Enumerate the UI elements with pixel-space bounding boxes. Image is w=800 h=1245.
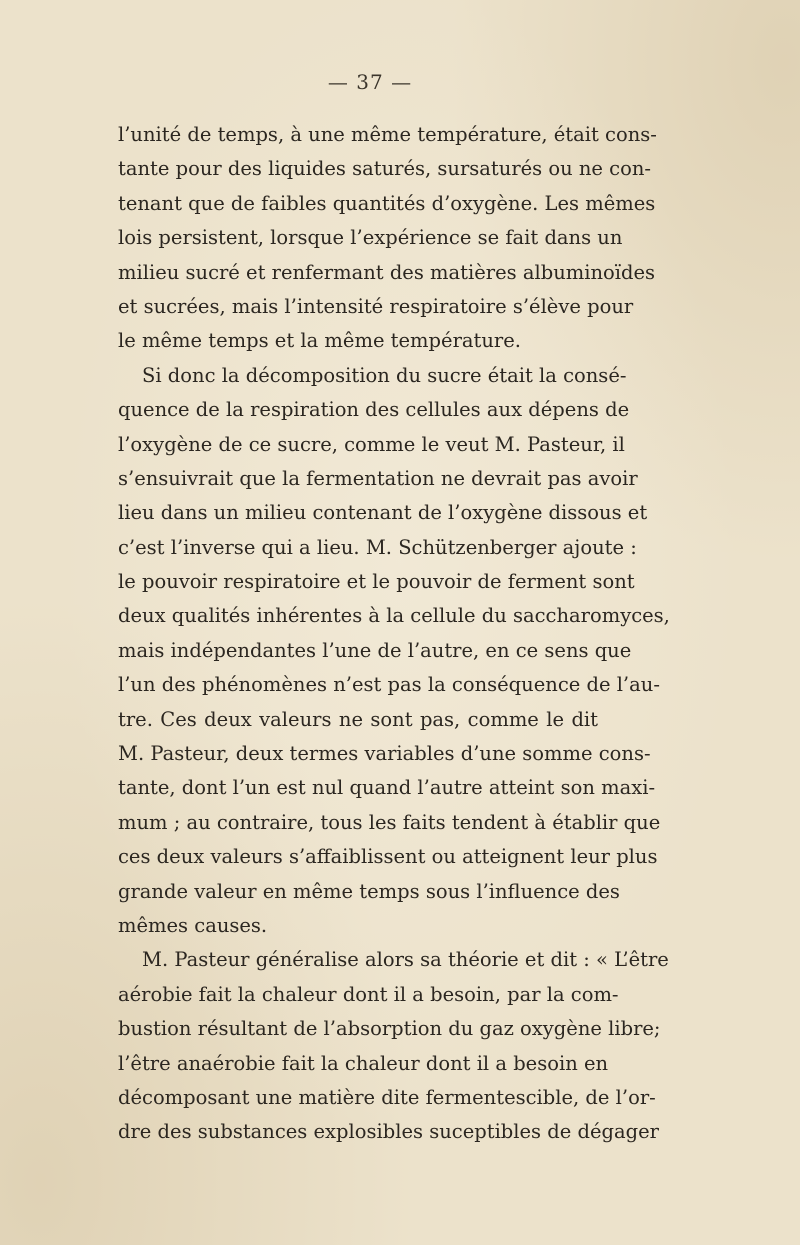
page-number: — 37 —: [327, 70, 413, 94]
text-line: c’est l’inverse qui a lieu. M. Schützenberger ajoute :: [118, 535, 637, 559]
text-line: M. Pasteur, deux termes variables d’une somme cons-: [118, 742, 651, 766]
text-line: l’unité de temps, à une même température, était cons-: [118, 123, 657, 146]
text-line: quence de la respiration des cellules aux dépens de: [118, 398, 630, 422]
text-line: l’oxygène de ce sucre, comme le veut M. Pasteur, il: [118, 432, 625, 456]
text-line: l’un des phénomènes n’est pas la conséquence de l’au-: [118, 673, 660, 697]
text-line: tenant que de faibles quantités d’oxygène. Les mêmes: [118, 191, 656, 215]
text-line: le pouvoir respiratoire et le pouvoir de ferment sont: [118, 570, 635, 594]
text-line: grande valeur en même temps sous l’influence des: [118, 879, 620, 903]
text-line: mum ; au contraire, tous les faits tendent à établir que: [118, 810, 661, 834]
text-line: le même temps et la même température.: [118, 329, 521, 353]
text-line: tre. Ces deux valeurs ne sont pas, comme le dit: [118, 707, 598, 731]
text-line: aérobie fait la chaleur dont il a besoin, par la com-: [118, 982, 619, 1006]
text-line: tante pour des liquides saturés, sursaturés ou ne con-: [118, 157, 651, 181]
text-line: mais indépendantes l’une de l’autre, en ce sens que: [118, 638, 632, 662]
text-line: ces deux valeurs s’affaiblissent ou atteignent leur plus: [118, 845, 658, 869]
body-text: [118, 118, 670, 1150]
text-line: s’ensuivrait que la fermentation ne devrait pas avoir: [118, 466, 638, 490]
text-line: deux qualités inhérentes à la cellule du saccharomyces,: [118, 604, 670, 628]
text-line: M. Pasteur généralise alors sa théorie et dit : « L’être: [142, 948, 669, 972]
text-line: décomposant une matière dite fermentescible, de l’or-: [118, 1085, 656, 1109]
text-line: tante, dont l’un est nul quand l’autre atteint son maxi-: [118, 776, 656, 800]
text-line: mêmes causes.: [118, 913, 268, 937]
text-line: milieu sucré et renfermant des matières albuminoïdes: [118, 260, 656, 284]
text-line: l’être anaérobie fait la chaleur dont il a besoin en: [118, 1051, 609, 1075]
text-line: lois persistent, lorsque l’expérience se fait dans un: [118, 226, 623, 250]
text-line: et sucrées, mais l’intensité respiratoire s’élève pour: [118, 294, 634, 318]
text-line: Si donc la décomposition du sucre était la consé-: [142, 363, 627, 387]
text-line: bustion résultant de l’absorption du gaz oxygène libre;: [118, 1017, 661, 1041]
text-line: dre des substances explosibles suceptibles de dégager: [118, 1120, 659, 1144]
text-line: lieu dans un milieu contenant de l’oxygène dissous et: [118, 501, 648, 525]
